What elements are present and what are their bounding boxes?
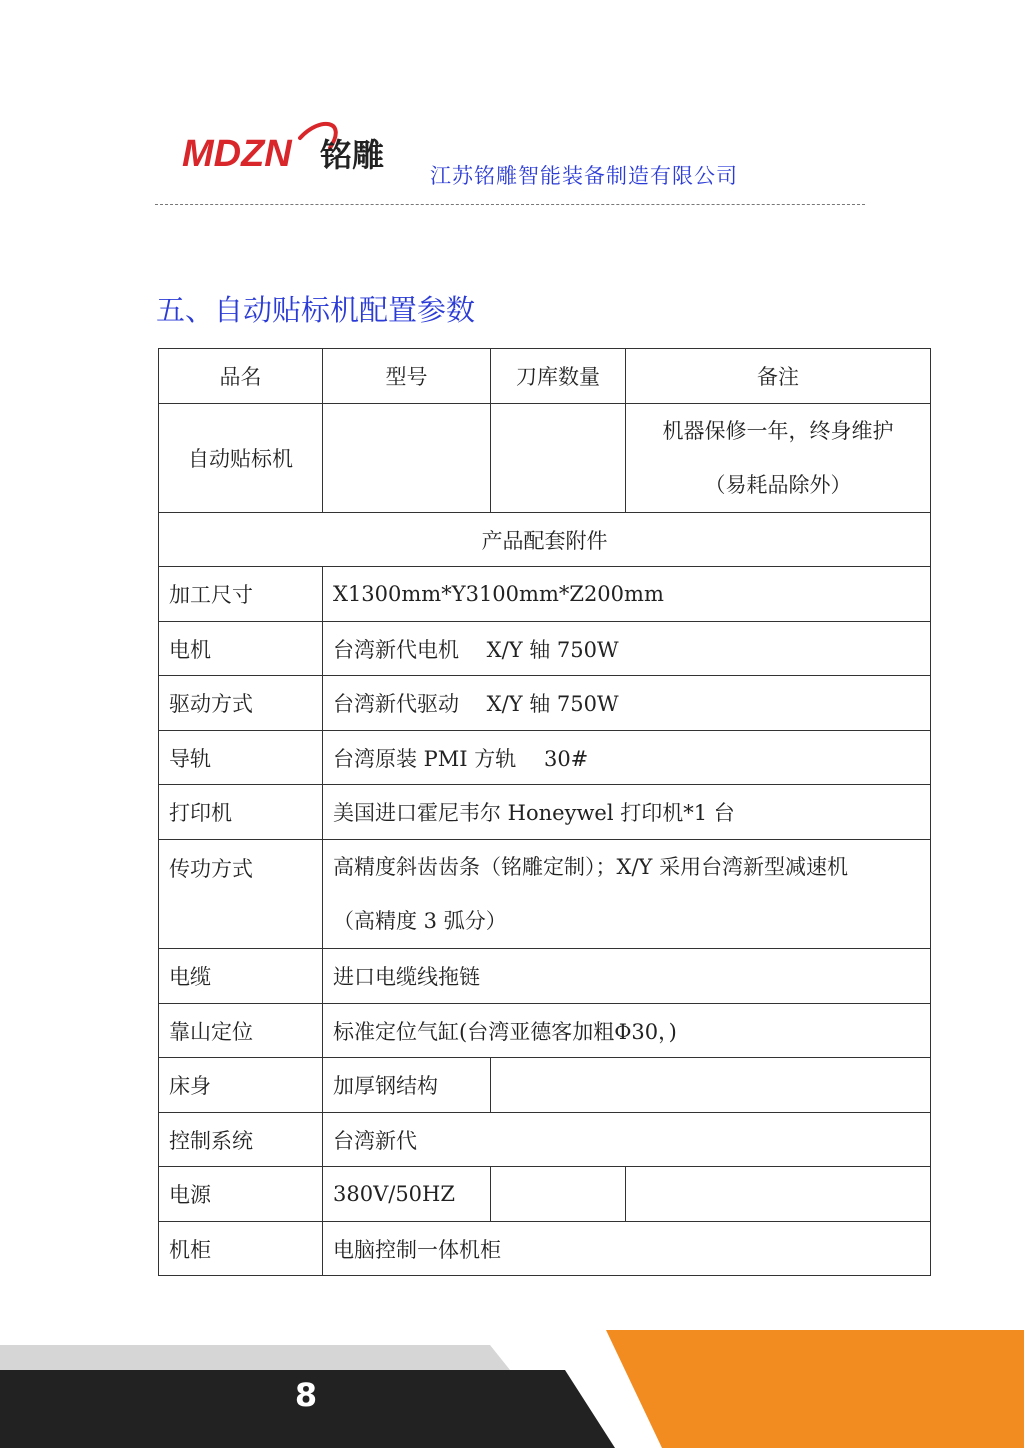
table-row — [159, 1113, 931, 1167]
row-label: 控制系统 — [159, 1113, 323, 1167]
table-row — [159, 1167, 931, 1222]
empty-cell — [491, 1167, 626, 1222]
company-name: 江苏铭雕智能装备制造有限公司 — [430, 164, 738, 188]
product-magazine — [491, 404, 626, 513]
footer-band — [0, 1330, 1024, 1448]
transmission-line-2: （高精度 3 弧分） — [333, 909, 507, 933]
row-value: 380V/50HZ — [323, 1167, 491, 1222]
empty-cell — [491, 1058, 931, 1113]
header-magazine: 刀库数量 — [491, 349, 626, 404]
footer-gray-strip — [0, 1345, 510, 1370]
row-label: 驱动方式 — [159, 676, 323, 731]
notes-line-1: 机器保修一年，终身维护 — [662, 419, 894, 443]
row-value: 标准定位气缸(台湾亚德客加粗Φ30，) — [323, 1004, 931, 1058]
row-label: 加工尺寸 — [159, 567, 323, 622]
product-name: 自动贴标机 — [159, 404, 323, 513]
row-value: X1300mm*Y3100mm*Z200mm — [323, 567, 931, 622]
logo-chinese: 铭雕 — [320, 136, 385, 174]
table-row — [159, 622, 931, 676]
transmission-line-1: 高精度斜齿齿条（铭雕定制）；X/Y 采用台湾新型减速机 — [333, 855, 849, 879]
row-label: 电机 — [159, 622, 323, 676]
accessories-title: 产品配套附件 — [159, 513, 931, 567]
row-value: 加厚钢结构 — [323, 1058, 491, 1113]
table-row — [159, 1004, 931, 1058]
row-label: 导轨 — [159, 731, 323, 785]
config-table — [158, 348, 931, 1276]
table-row — [159, 840, 931, 949]
header-name: 品名 — [159, 349, 323, 404]
table-row — [159, 676, 931, 731]
row-label: 打印机 — [159, 785, 323, 840]
table-row — [159, 785, 931, 840]
row-label: 电缆 — [159, 949, 323, 1004]
row-value — [323, 840, 931, 949]
notes-line-2: （易耗品除外） — [704, 473, 852, 497]
row-value: 美国进口霍尼韦尔 Honeywel 打印机*1 台 — [323, 785, 931, 840]
header-notes: 备注 — [626, 349, 931, 404]
row-label: 电源 — [159, 1167, 323, 1222]
empty-cell — [626, 1167, 931, 1222]
product-notes — [626, 404, 931, 513]
row-value: 电脑控制一体机柜 — [323, 1222, 931, 1276]
header-model: 型号 — [323, 349, 491, 404]
row-label: 床身 — [159, 1058, 323, 1113]
row-label: 靠山定位 — [159, 1004, 323, 1058]
row-value: 台湾新代驱动 X/Y 轴 750W — [323, 676, 931, 731]
header-divider — [155, 204, 865, 205]
table-row — [159, 731, 931, 785]
page-number: 8 — [294, 1376, 318, 1414]
footer-orange-band — [606, 1330, 1024, 1448]
table-row — [159, 567, 931, 622]
table-row — [159, 949, 931, 1004]
table-header-row — [159, 349, 931, 404]
product-model — [323, 404, 491, 513]
row-value: 台湾新代 — [323, 1113, 931, 1167]
table-row — [159, 1058, 931, 1113]
row-label: 传功方式 — [159, 840, 323, 949]
row-value: 台湾原装 PMI 方轨 30# — [323, 731, 931, 785]
product-row — [159, 404, 931, 513]
logo-latin: MDZN — [182, 133, 292, 175]
mdzn-logo — [180, 118, 410, 188]
row-value: 台湾新代电机 X/Y 轴 750W — [323, 622, 931, 676]
table-row — [159, 1222, 931, 1276]
accessories-title-row — [159, 513, 931, 567]
row-label: 机柜 — [159, 1222, 323, 1276]
row-value: 进口电缆线拖链 — [323, 949, 931, 1004]
section-title: 五、自动贴标机配置参数 — [156, 293, 476, 327]
